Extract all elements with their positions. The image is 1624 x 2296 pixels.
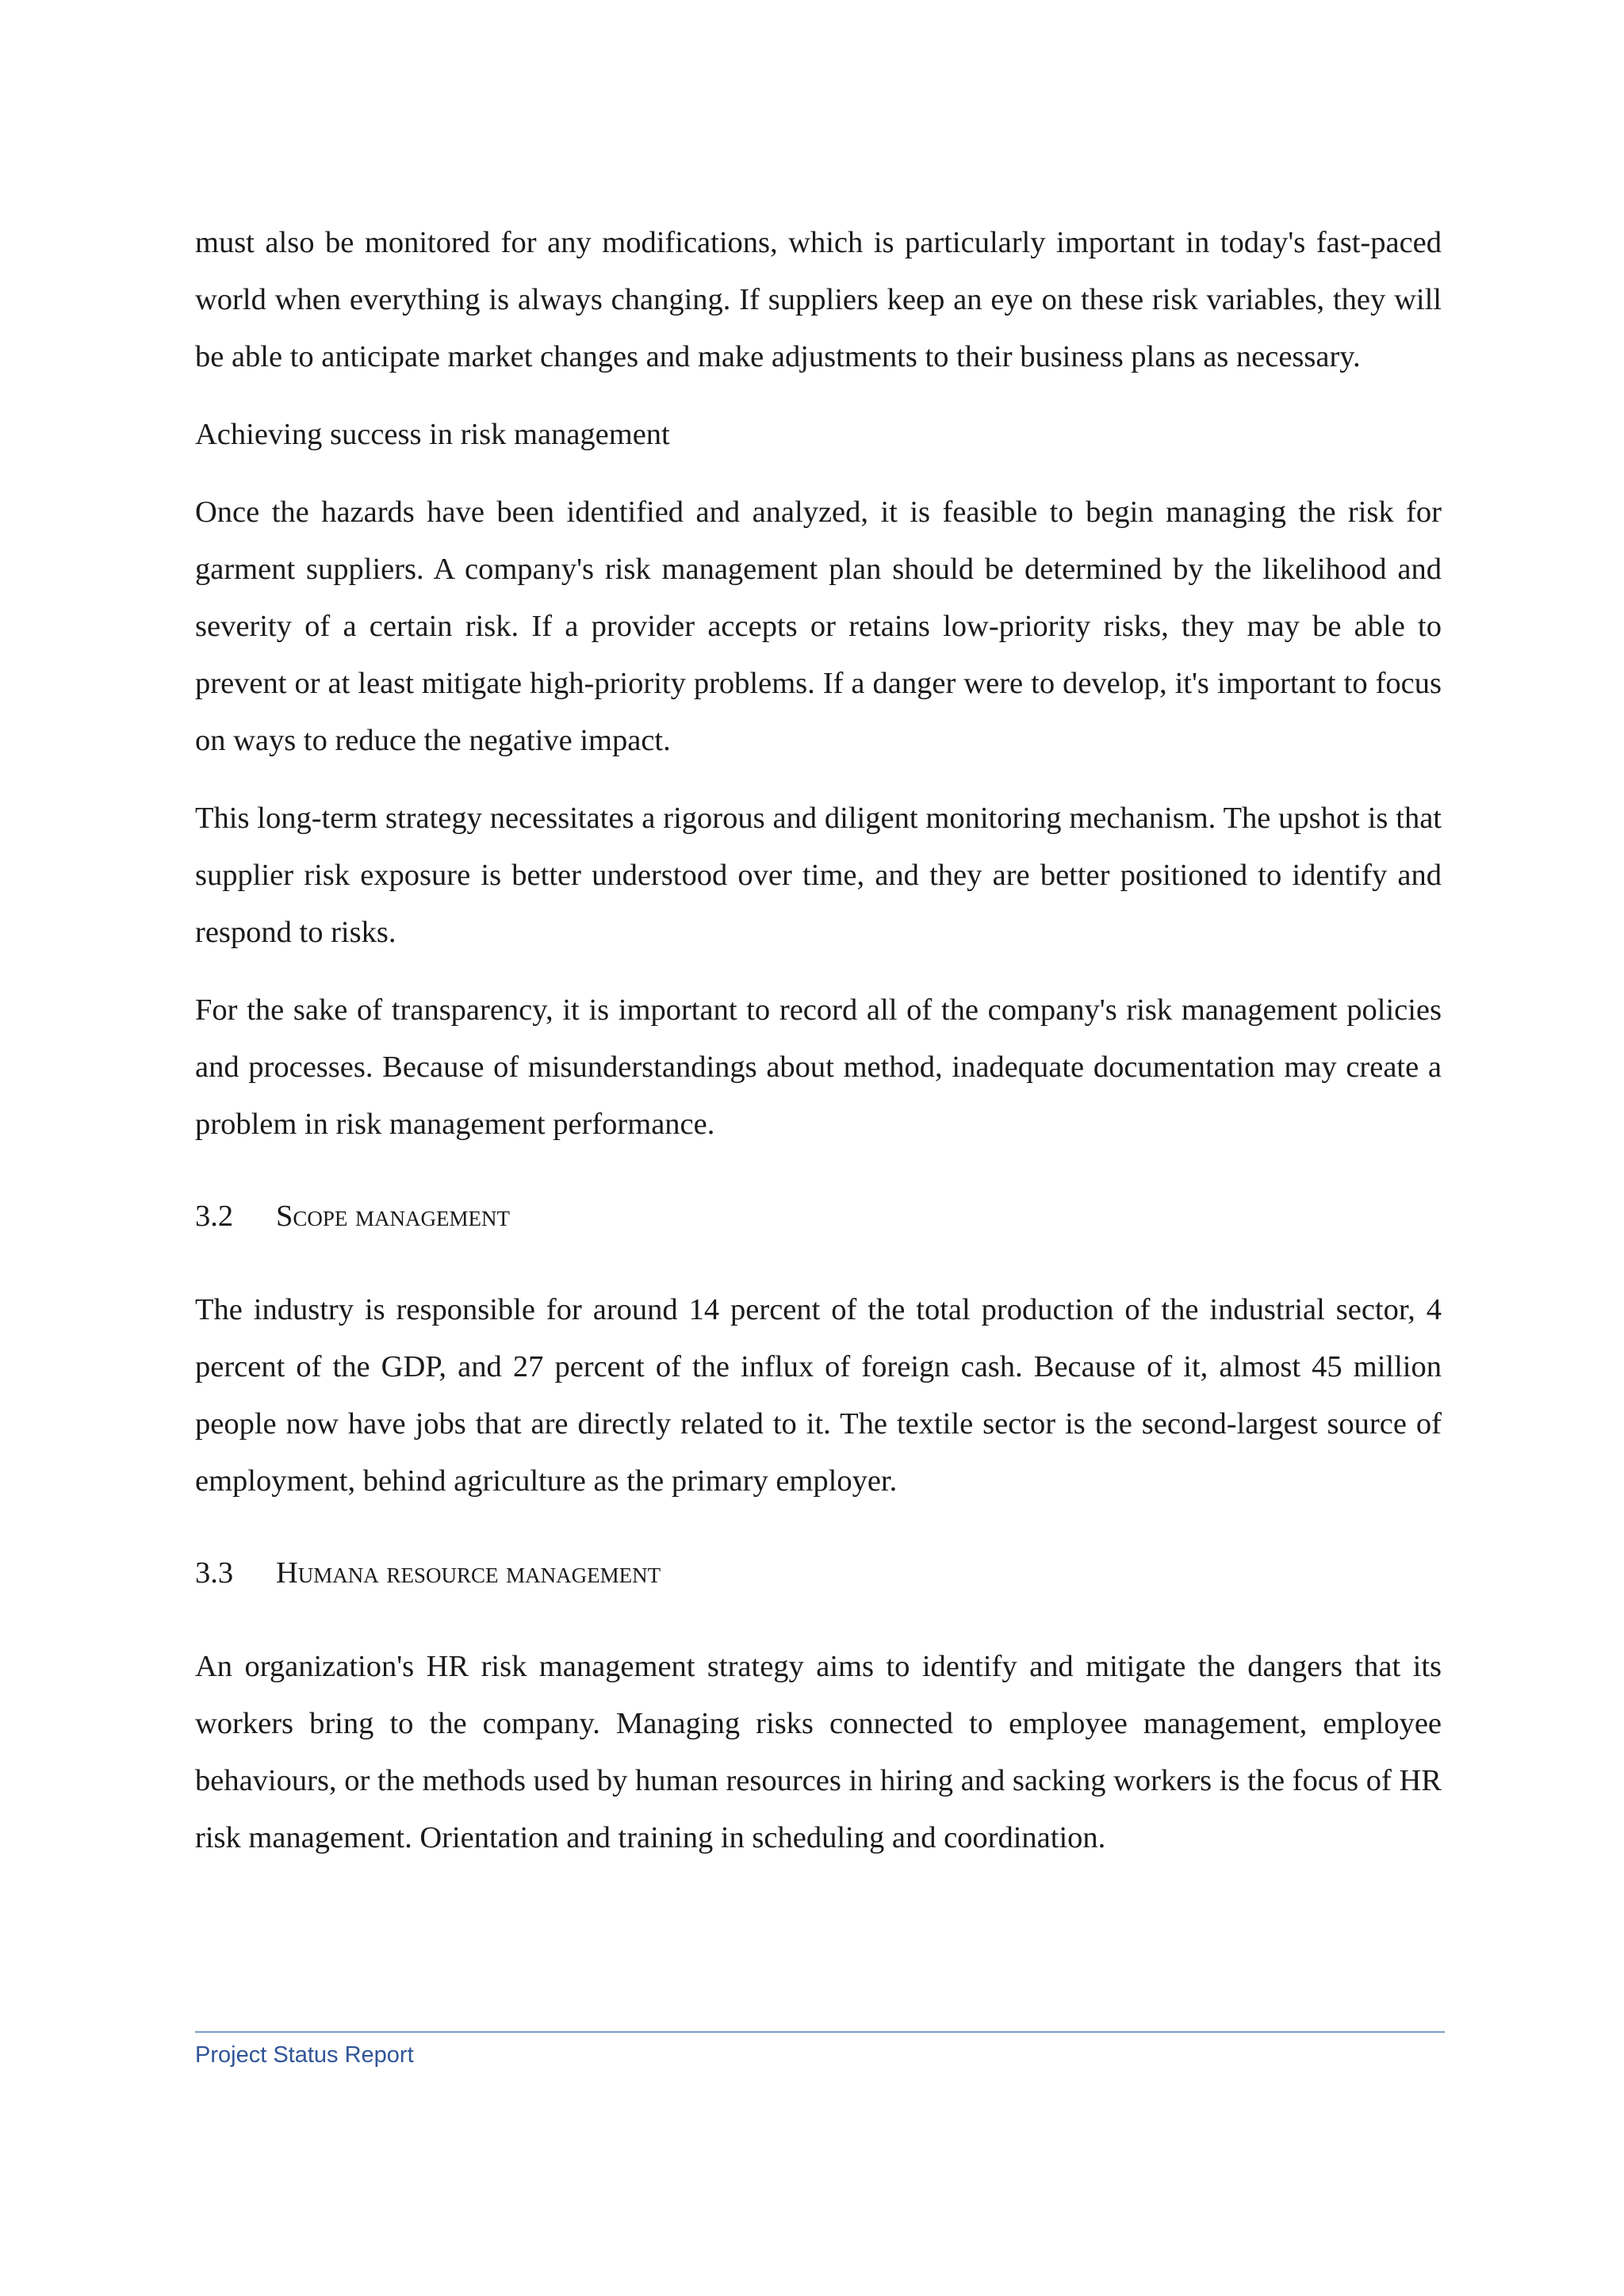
section-number: 3.3	[195, 1556, 234, 1590]
paragraph-scope-management: The industry is responsible for around 14 percent of the total production of the industrial sector, 4 percent of the GDP, and 27 percent of the influx of foreign cash. Because of it, almost 45 million people now have jobs that are directly related to it. The textile sector is the second-largest source of employment, behind agriculture as the primary employer.	[195, 1293, 1442, 1498]
section-title: Humana resource management	[276, 1556, 661, 1590]
paragraph-managing-risk: Once the hazards have been identified and analyzed, it is feasible to begin managing the risk for garment suppliers. A company's risk management plan should be determined by the likelihood and severity of a certain risk. If a provider accepts or retains low-priority risks, they may be able to prevent or at least mitigate high-priority problems. If a danger were to develop, it's important to focus on ways to reduce the negative impact.	[195, 496, 1442, 757]
section-heading-hr	[195, 1544, 1442, 1601]
footer-label: Project Status Report	[195, 2042, 414, 2068]
paragraph-transparency: For the sake of transparency, it is important to record all of the company's risk management policies and processes. Because of misunderstandings about method, inadequate documentation may create a problem in risk management performance.	[195, 993, 1442, 1141]
section-heading-scope	[195, 1188, 1442, 1245]
section-number: 3.2	[195, 1200, 234, 1233]
footer-divider	[195, 2031, 1445, 2033]
page-content	[195, 214, 1442, 1887]
subheading-risk-success: Achieving success in risk management	[195, 418, 670, 451]
paragraph-monitoring: must also be monitored for any modifications, which is particularly important in today's fast-paced world when everything is always changing. If suppliers keep an eye on these risk variables, they will be able to anticipate market changes and make adjustments to their business plans as necessary.	[195, 226, 1442, 373]
paragraph-long-term-strategy: This long-term strategy necessitates a rigorous and diligent monitoring mechanism. The upshot is that supplier risk exposure is better understood over time, and they are better positioned to identify and respond to risks.	[195, 802, 1442, 949]
paragraph-hr-management: An organization's HR risk management strategy aims to identify and mitigate the dangers that its workers bring to the company. Managing risks connected to employee management, employee behaviours, or the methods used by human resources in hiring and sacking workers is the focus of HR risk management. Orientation and training in scheduling and coordination.	[195, 1650, 1442, 1854]
section-title: Scope management	[276, 1200, 511, 1233]
